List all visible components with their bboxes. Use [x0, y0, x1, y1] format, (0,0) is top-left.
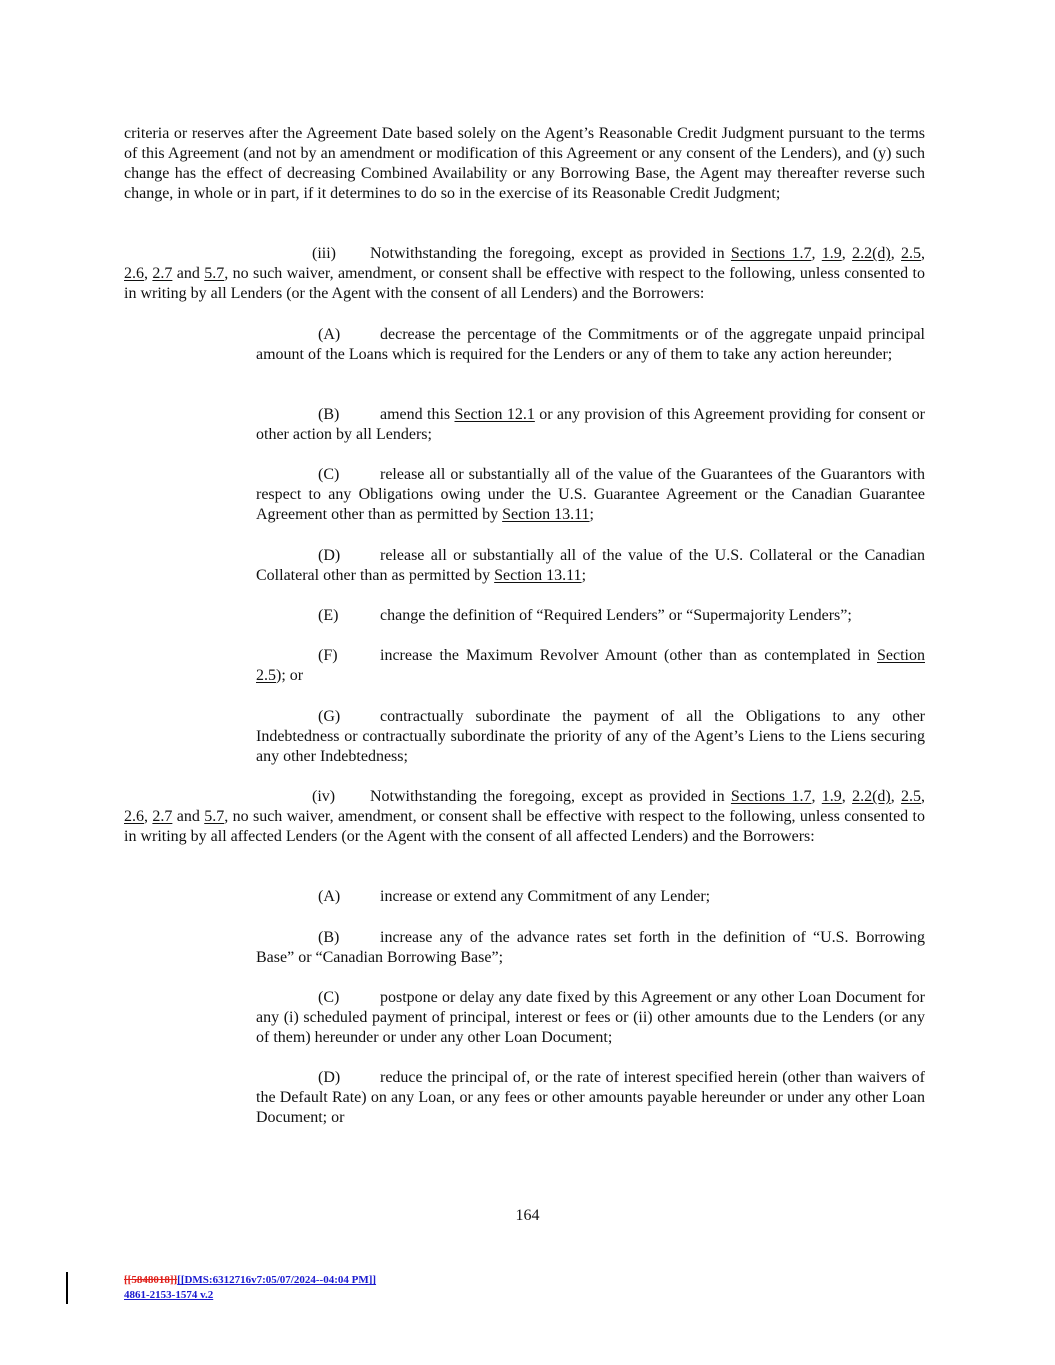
item-text: ;: [589, 506, 594, 523]
item-label-wrap: [256, 646, 380, 666]
separator: ,: [144, 265, 153, 282]
section-ref-link[interactable]: Section 13.11: [494, 567, 582, 584]
section-ref-link[interactable]: 2.7: [152, 808, 173, 825]
section-iii-item-d: [256, 546, 925, 586]
item-label: (A): [318, 326, 341, 343]
separator: ,: [811, 788, 822, 805]
section-iv-paragraph: [124, 787, 925, 847]
section-iii-item-b: [256, 405, 925, 445]
separator: ,: [890, 245, 902, 262]
item-label: (B): [318, 929, 340, 946]
section-iii-text-2: , no such waiver, amendment, or consent shall be effective with respect to the following, unless consented to in writing by all Lenders (or the Agent with the consent of all Lenders) and the Borrowers:: [124, 265, 925, 302]
section-ref-link[interactable]: 2.2(d): [852, 788, 891, 805]
footer-line-1: [124, 1273, 376, 1288]
page-number: 164: [515, 1207, 540, 1224]
item-label: (B): [318, 406, 340, 423]
section-iii-item-c: [256, 465, 925, 525]
section-iv-item-c: [256, 988, 925, 1048]
section-ref-link[interactable]: 5.7: [204, 265, 225, 282]
item-text: reduce the principal of, or the rate of interest specified herein (other than waivers of the Default Rate) on any Loan, or any fees or other amounts payable hereunder or under any other Loan Document; or: [256, 1069, 925, 1126]
paragraph-intro: criteria or reserves after the Agreement Date based solely on the Agent’s Reasonable Credit Judgment pursuant to the terms of this Agreement (and not by an amendment or modification of this Agreement or any consent of the Lenders), and (y) such change has the effect of decreasing Combined Availability or any Borrowing Base, the Agent may thereafter reverse such change, in whole or in part, if it determines to do so in the exercise of its Reasonable Credit Judgment;: [124, 125, 925, 202]
section-iii-label-wrap: [124, 244, 370, 264]
item-label: (D): [318, 1069, 341, 1086]
section-ref-link[interactable]: 2.2(d): [852, 245, 891, 262]
separator: ,: [841, 788, 853, 805]
section-iii-item-e: [256, 606, 925, 626]
item-text: amend this: [380, 406, 455, 423]
section-iv-text-1: Notwithstanding the foregoing, except as provided in: [370, 788, 731, 805]
item-label-wrap: [256, 887, 380, 907]
separator: ,: [811, 245, 822, 262]
section-iii-item-a: [256, 325, 925, 365]
item-text: release all or substantially all of the value of the Guarantees of the Guarantors with respect to any Obligations owing under the U.S. Guarantee Agreement or the Canadian Guarantee Agreement other than as permitted by: [256, 466, 925, 523]
separator: and: [172, 265, 205, 282]
item-text: or any provision of this Agreement providing for consent or other action by all Lenders;: [256, 406, 926, 443]
footer-deleted-id: [[5848018]]: [124, 1274, 178, 1286]
section-ref-link[interactable]: Section 13.11: [502, 506, 590, 523]
section-iv-item-a: [256, 887, 925, 907]
section-ref-link[interactable]: Section 12.1: [454, 406, 535, 423]
section-ref-link[interactable]: Sections 1.7: [730, 245, 812, 262]
item-label: (C): [318, 989, 340, 1006]
separator: ,: [921, 245, 926, 262]
item-label-wrap: [256, 988, 380, 1008]
section-ref-link[interactable]: Section 2.5: [256, 647, 925, 684]
item-text: contractually subordinate the payment of all the Obligations to any other Indebtedness or contractually subordinate the priority of any of the Agent’s Liens to the Liens securing any other Indebtedness;: [256, 708, 925, 765]
separator: ,: [144, 808, 153, 825]
separator: and: [172, 808, 205, 825]
separator: ,: [890, 788, 902, 805]
section-iv-label-wrap: [124, 787, 370, 807]
item-label-wrap: [256, 546, 380, 566]
item-text: postpone or delay any date fixed by this Agreement or any other Loan Document for any (i) scheduled payment of principal, interest or fees or (ii) other amounts due to the Lenders (or any of them) hereunder or under any other Loan Document;: [256, 989, 925, 1046]
section-iv-item-d: [256, 1068, 925, 1128]
item-label-wrap: [256, 465, 380, 485]
item-text: increase the Maximum Revolver Amount (other than as contemplated in: [380, 647, 877, 664]
section-ref-link[interactable]: Sections 1.7: [730, 788, 812, 805]
item-text: release all or substantially all of the value of the U.S. Collateral or the Canadian Collateral other than as permitted by: [256, 547, 925, 584]
item-text: increase or extend any Commitment of any Lender;: [380, 888, 711, 905]
section-ref-link[interactable]: 2.5: [901, 245, 922, 262]
section-ref-link[interactable]: 2.5: [901, 788, 922, 805]
item-label-wrap: [256, 707, 380, 727]
section-ref-link[interactable]: 1.9: [821, 245, 842, 262]
item-label: (D): [318, 547, 341, 564]
section-ref-link[interactable]: 5.7: [204, 808, 225, 825]
section-iv-text-2: , no such waiver, amendment, or consent shall be effective with respect to the following, unless consented to in writing by all affected Lenders (or the Agent with the consent of all affected Lenders) and the Borrowers:: [124, 808, 925, 845]
item-label: (A): [318, 888, 341, 905]
section-iii-text-1: Notwithstanding the foregoing, except as provided in: [370, 245, 731, 262]
section-ref-link[interactable]: 2.6: [124, 265, 144, 282]
item-label-wrap: [256, 325, 380, 345]
separator: ,: [841, 245, 853, 262]
item-label: (E): [318, 607, 339, 624]
section-iii-item-f: [256, 646, 925, 686]
section-iii-label: (iii): [312, 245, 336, 262]
item-label-wrap: [256, 405, 380, 425]
section-iii-paragraph: [124, 244, 925, 304]
section-iii-item-g: [256, 707, 925, 767]
item-label-wrap: [256, 928, 380, 948]
separator: ,: [921, 788, 926, 805]
section-ref-link[interactable]: 2.6: [124, 808, 144, 825]
section-ref-link[interactable]: 1.9: [821, 788, 842, 805]
section-iv-label: (iv): [312, 788, 336, 805]
item-text: decrease the percentage of the Commitments or of the aggregate unpaid principal amount of the Loans which is required for the Lenders or any of them to take any action hereunder;: [256, 326, 925, 363]
footer-dms-id: [[DMS:6312716v7:05/07/2024--04:04 PM]]: [177, 1274, 377, 1286]
section-ref-link[interactable]: 2.7: [152, 265, 173, 282]
footer-doc-number: 4861-2153-1574 v.2: [124, 1289, 214, 1301]
change-bar: [66, 1272, 68, 1304]
item-label-wrap: [256, 606, 380, 626]
item-text: ;: [581, 567, 587, 584]
footer-doc-ids: [124, 1273, 376, 1303]
item-text: ); or: [276, 667, 304, 684]
item-label: (G): [318, 708, 341, 725]
item-label-wrap: [256, 1068, 380, 1088]
footer-line-2: [124, 1288, 376, 1303]
item-label: (F): [318, 647, 338, 664]
item-label: (C): [318, 466, 340, 483]
item-text: change the definition of “Required Lenders” or “Supermajority Lenders”;: [380, 607, 852, 624]
item-text: increase any of the advance rates set forth in the definition of “U.S. Borrowing Base” or “Canadian Borrowing Base”;: [256, 929, 925, 966]
section-iv-item-b: [256, 928, 925, 968]
